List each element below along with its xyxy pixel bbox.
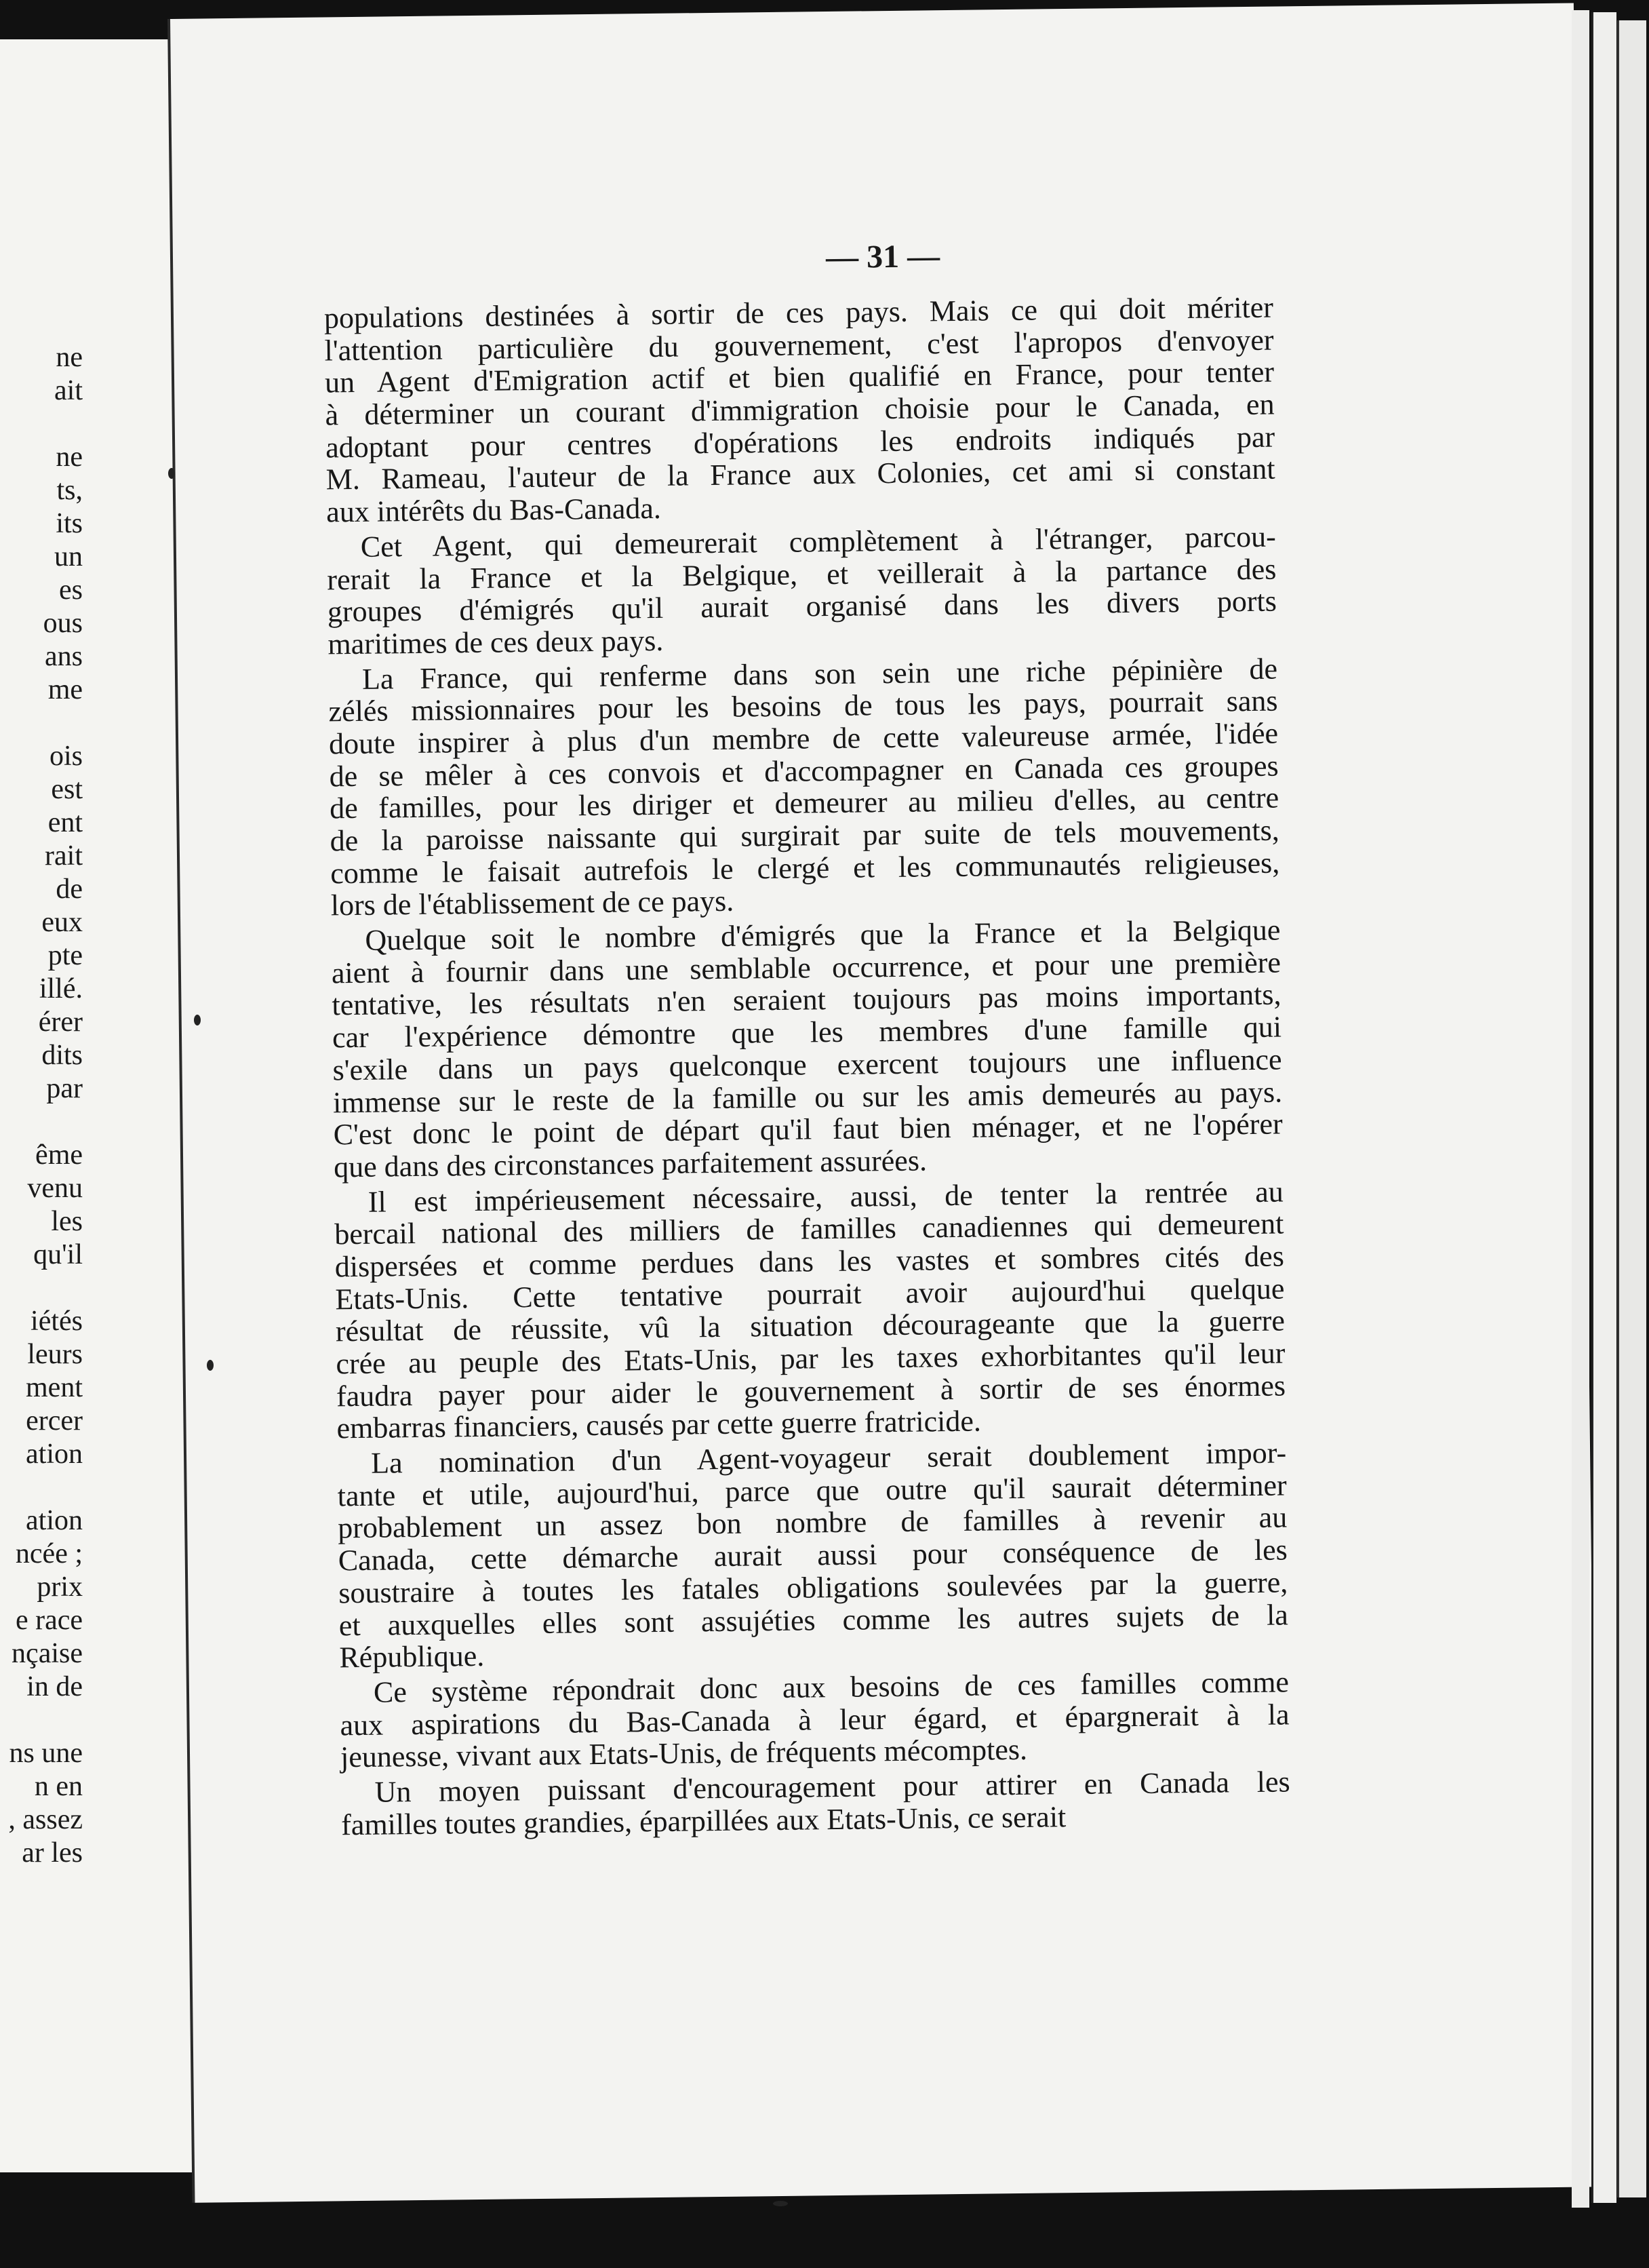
binding-mark [168, 468, 175, 479]
text-line: M. Rameau, l'auteur de la France aux Colonies, cet ami si constant [325, 452, 1275, 496]
left-page-line: un [54, 541, 83, 572]
text-line: Ce système répondrait donc aux besoins de ces familles comme [373, 1665, 1290, 1709]
right-page [170, 3, 1598, 2203]
text-line: jeunesse, vivant aux Etats-Unis, de fréquents mécomptes. [340, 1733, 1028, 1774]
left-page-line: ment [26, 1372, 83, 1403]
left-page-line: ncée ; [15, 1538, 83, 1569]
left-page-line: ême [35, 1139, 83, 1171]
text-line: tentative, les résultats n'en seraient toujours pas moins importants, [332, 977, 1282, 1022]
text-line: familles toutes grandies, éparpillées aux Etats-Unis, ce serait [340, 1799, 1067, 1841]
paragraph [340, 1666, 1290, 1774]
text-line: bercail national des milliers de familles canadiennes qui demeurent [334, 1207, 1284, 1251]
text-line: de se mêler à ces convois et d'accompagner en Canada ces groupes [329, 749, 1279, 794]
text-line: s'exile dans un pays quelconque exercent toujours une influence [332, 1042, 1282, 1087]
text-line: doute inspirer à plus d'un membre de cette valeureuse armée, l'idée [328, 716, 1279, 761]
left-page-line [0, 1106, 83, 1139]
left-page-line: ation [26, 1439, 83, 1470]
text-line: soustraire à toutes les fatales obligations soulevées par la guerre, [338, 1565, 1288, 1610]
text-line: que dans des circonstances parfaitement assurées. [333, 1143, 928, 1184]
left-page-line [0, 1272, 83, 1305]
text-line: zélés missionnaires pour les besoins de tous les pays, pourrait sans [328, 684, 1278, 728]
paragraph [331, 914, 1283, 1184]
text-line: à déterminer un courant d'immigration choisie pour le Canada, en [325, 387, 1275, 432]
left-page-line: qu'il [33, 1239, 83, 1270]
left-page-line: its [56, 508, 83, 539]
left-page-line: les [51, 1206, 83, 1237]
left-page-line: leurs [27, 1339, 83, 1370]
left-page-line: e race [15, 1605, 83, 1636]
text-line: aient à fournir dans une semblable occurrence, et pour une première [331, 945, 1282, 990]
left-page-line: pte [47, 940, 83, 971]
page-edge [1617, 20, 1646, 2197]
left-page-line: in de [26, 1671, 83, 1702]
page-edge [1591, 12, 1616, 2203]
text-line: C'est donc le point de départ qu'il faut bien ménager, et ne l'opérer [333, 1107, 1283, 1152]
paragraph [327, 520, 1277, 661]
left-page-line: ts, [56, 475, 83, 506]
left-page-line: rait [45, 840, 83, 872]
text-line: Un moyen puissant d'encouragement pour attirer en Canada les [374, 1765, 1290, 1809]
left-page-line: eux [41, 907, 83, 938]
left-page-line: dits [41, 1040, 83, 1071]
text-line: adoptant pour centres d'opérations les endroits indiqués par [325, 420, 1275, 465]
text-line: dispersées et comme perdues dans les vastes et sombres cités des [334, 1239, 1285, 1284]
left-page-line: venu [27, 1173, 83, 1204]
text-line: comme le faisait autrefois le clergé et les communautés religieuses, [330, 846, 1280, 891]
paragraph [337, 1437, 1289, 1675]
left-page-line: ation [26, 1505, 83, 1536]
text-line: maritimes de ces deux pays. [327, 623, 664, 661]
binding-mark [207, 1360, 214, 1371]
text-line: Canada, cette démarche aurait aussi pour conséquence de les [338, 1533, 1288, 1578]
text-line: Quelque soit le nombre d'émigrés que la France et la Belgique [365, 913, 1281, 957]
binding-mark [773, 2201, 788, 2206]
left-page-line [0, 1704, 83, 1737]
text-line: groupes d'émigrés qu'il aurait organisé dans les divers ports [327, 584, 1277, 629]
text-line: résultat de réussite, vû la situation décourageante que la guerre [335, 1304, 1286, 1348]
text-line: de la paroisse naissante qui surgirait par suite de tels mouvements, [330, 813, 1279, 858]
left-page-line: ait [54, 375, 83, 406]
left-page-line: prix [37, 1571, 83, 1603]
left-page-line: es [59, 574, 83, 606]
text-line: Il est impérieusement nécessaire, aussi, de tenter la rentrée au [367, 1175, 1284, 1219]
page-body-text [324, 292, 1291, 1844]
left-page-line: ous [43, 608, 83, 639]
paragraph [340, 1765, 1290, 1841]
text-line: Etats-Unis. Cette tentative pourrait avoir aujourd'hui quelque [335, 1272, 1285, 1316]
left-page-line [0, 408, 83, 441]
left-page-line: ar les [22, 1837, 83, 1869]
text-line: aux aspirations du Bas-Canada à leur égard, et épargnerait à la [340, 1698, 1290, 1742]
left-page-line: n en [34, 1771, 83, 1802]
left-page-line: , assez [8, 1804, 83, 1835]
text-line: tante et utile, aujourd'hui, parce que outre qu'il saurait déterminer [337, 1468, 1287, 1513]
text-line: crée au peuple des Etats-Unis, par les taxes exhorbitantes qu'il leur [336, 1336, 1286, 1381]
text-line: La nomination d'un Agent-voyageur serait doublement impor- [370, 1436, 1287, 1480]
paragraph [324, 292, 1276, 529]
left-page-line: me [47, 674, 83, 705]
text-line: faudra payer pour aider le gouvernement à sortir de ses énormes [336, 1369, 1286, 1413]
text-line: probablement un assez bon nombre de familles à revenir au [337, 1500, 1288, 1545]
left-page-line: ercer [26, 1405, 83, 1436]
text-line: embarras financiers, causés par cette guerre fratricide. [336, 1404, 982, 1445]
page-edge [1572, 10, 1589, 2208]
left-page-line: ois [49, 741, 83, 772]
text-line: République. [339, 1639, 485, 1675]
text-line: de familles, pour les diriger et demeurer au milieu d'elles, au centre [329, 781, 1279, 825]
text-line: populations destinées à sortir de ces pays. Mais ce qui doit mériter [323, 290, 1274, 335]
text-line: et auxquelles elles sont assujéties comme les autres sujets de la [338, 1597, 1289, 1642]
page-number: — 31 — [825, 238, 940, 276]
text-line: Cet Agent, qui demeurerait complètement à l'étranger, parcou- [360, 520, 1277, 564]
left-page-line: érer [38, 1006, 83, 1038]
left-page-line [0, 1471, 83, 1504]
left-page-line: ans [45, 641, 83, 672]
text-line: car l'expérience démontre que les membres d'une famille qui [332, 1010, 1282, 1055]
left-page-line: ne [56, 342, 83, 373]
text-line: rerait la France et la Belgique, et veillerait à la partance des [327, 552, 1277, 596]
text-line: La France, qui renferme dans son sein une riche pépinière de [361, 652, 1278, 696]
text-line: aux intérêts du Bas-Canada. [325, 491, 662, 529]
left-page-line: nçaise [12, 1638, 83, 1669]
text-line: un Agent d'Emigration actif et bien qualifié en France, pour tenter [324, 355, 1275, 399]
left-page-line: illé. [39, 973, 83, 1004]
left-page-line: de [56, 874, 83, 905]
paragraph [334, 1175, 1286, 1445]
paragraph [328, 652, 1280, 922]
left-page-text-fragments [0, 341, 83, 1870]
left-page-line [0, 707, 83, 740]
left-page-line: ns une [9, 1738, 83, 1769]
left-page-line: ent [47, 807, 83, 838]
left-page-line: est [51, 774, 83, 805]
left-page-line: par [46, 1073, 83, 1104]
binding-mark [194, 1015, 201, 1025]
text-line: l'attention particulière du gouvernement, c'est l'apropos d'envoyer [324, 323, 1274, 368]
text-line: lors de l'établissement de ce pays. [330, 884, 734, 922]
text-line: immense sur le reste de la famille ou sur les amis demeurés au pays. [332, 1074, 1283, 1119]
left-page-line: iétés [31, 1306, 83, 1337]
left-page-line: ne [56, 442, 83, 473]
